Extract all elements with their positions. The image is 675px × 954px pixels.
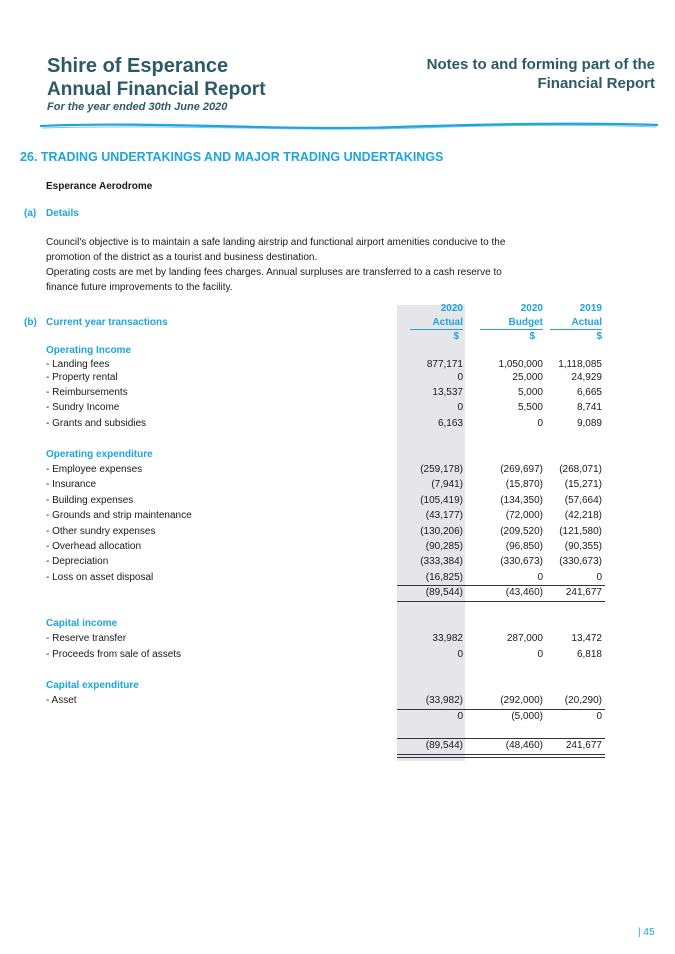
report-title: Annual Financial Report bbox=[47, 79, 266, 100]
row-label: - Other sundry expenses bbox=[46, 526, 156, 537]
row-label: - Grounds and strip maintenance bbox=[46, 510, 192, 521]
cell-2020-budget: (330,673) bbox=[500, 556, 543, 567]
cell-2020-budget: 1,050,000 bbox=[498, 359, 543, 370]
cell-2019-actual: (15,271) bbox=[564, 479, 602, 490]
cell-2020-budget: (72,000) bbox=[505, 510, 543, 521]
cell-2020-budget: (209,520) bbox=[500, 526, 543, 537]
cell-2020-actual: 0 bbox=[457, 649, 463, 660]
cell-2020-actual: 877,171 bbox=[426, 359, 463, 370]
operating-income-heading: Operating Income bbox=[46, 345, 132, 356]
total-double-rule bbox=[397, 754, 605, 755]
cell-2020-actual: (7,941) bbox=[431, 479, 463, 490]
notes-title-line2: Financial Report bbox=[537, 75, 655, 92]
cell-2020-budget: 0 bbox=[537, 418, 543, 429]
subtotal-rule bbox=[397, 601, 605, 602]
col2-year: 2020 bbox=[520, 303, 543, 314]
total-2019-actual: 241,677 bbox=[565, 740, 602, 751]
row-label: - Property rental bbox=[46, 372, 118, 383]
row-label: - Loss on asset disposal bbox=[46, 572, 154, 583]
col3-year: 2019 bbox=[579, 303, 602, 314]
col3-type: Actual bbox=[571, 317, 602, 328]
col1-unit: $ bbox=[453, 331, 459, 342]
row-label: - Depreciation bbox=[46, 556, 109, 567]
cell-2020-budget: 0 bbox=[537, 649, 543, 660]
cell-2020-actual: (333,384) bbox=[420, 556, 463, 567]
cell-2020-budget: 25,000 bbox=[512, 372, 543, 383]
cell-2020-actual: (105,419) bbox=[420, 495, 463, 506]
org-name: Shire of Esperance bbox=[47, 55, 229, 77]
row-label: - Overhead allocation bbox=[46, 541, 142, 552]
cell-2020-actual: (33,982) bbox=[425, 695, 463, 706]
cell-2020-actual: (90,285) bbox=[425, 541, 463, 552]
subtotal-rule bbox=[397, 709, 605, 710]
cell-2019-actual: 6,818 bbox=[576, 649, 602, 660]
subtotal-rule bbox=[397, 585, 605, 586]
details-label: (a) bbox=[24, 208, 37, 219]
total-2020-budget: (48,460) bbox=[505, 740, 543, 751]
cell-2020-budget: (292,000) bbox=[500, 695, 543, 706]
cell-2020-actual: (259,178) bbox=[420, 464, 463, 475]
details-heading: Details bbox=[46, 208, 79, 219]
capex-subtotal-2020-budget: (5,000) bbox=[511, 711, 543, 722]
row-label: - Building expenses bbox=[46, 495, 134, 506]
cell-2020-budget: (96,850) bbox=[505, 541, 543, 552]
row-label: - Proceeds from sale of assets bbox=[46, 649, 182, 660]
capital-income-heading: Capital income bbox=[46, 618, 118, 629]
cell-2019-actual: 8,741 bbox=[576, 402, 602, 413]
cell-2020-budget: 5,000 bbox=[517, 387, 543, 398]
transactions-heading: Current year transactions bbox=[46, 317, 168, 328]
opex-subtotal-2020-actual: (89,544) bbox=[425, 587, 463, 598]
capital-expenditure-heading: Capital expenditure bbox=[46, 680, 139, 691]
col2-underline bbox=[480, 329, 543, 330]
capex-subtotal-2020-actual: 0 bbox=[457, 711, 463, 722]
cell-2019-actual: 9,089 bbox=[576, 418, 602, 429]
row-label: - Reserve transfer bbox=[46, 633, 127, 644]
col2-unit: $ bbox=[529, 331, 535, 342]
header-wave-divider bbox=[38, 118, 660, 136]
cell-2020-budget: (134,350) bbox=[500, 495, 543, 506]
cell-2019-actual: 13,472 bbox=[571, 633, 602, 644]
notes-title-line1: Notes to and forming part of the bbox=[426, 56, 655, 73]
cell-2020-actual: 13,537 bbox=[432, 387, 463, 398]
row-label: - Grants and subsidies bbox=[46, 418, 147, 429]
cell-2020-budget: (269,697) bbox=[500, 464, 543, 475]
details-line: Council's objective is to maintain a safe landing airstrip and functional airport amenities conducive to the bbox=[46, 237, 506, 248]
cell-2019-actual: (121,580) bbox=[559, 526, 602, 537]
details-line: finance future improvements to the facility. bbox=[46, 282, 233, 293]
col1-type: Actual bbox=[432, 317, 463, 328]
cell-2020-actual: 0 bbox=[457, 402, 463, 413]
opex-subtotal-2019-actual: 241,677 bbox=[565, 587, 602, 598]
section-title: 26. TRADING UNDERTAKINGS AND MAJOR TRADING UNDERTAKINGS bbox=[20, 150, 444, 164]
cell-2019-actual: (20,290) bbox=[564, 695, 602, 706]
row-label: - Insurance bbox=[46, 479, 97, 490]
cell-2019-actual: 6,665 bbox=[576, 387, 602, 398]
col2-type: Budget bbox=[508, 317, 543, 328]
cell-2020-actual: (16,825) bbox=[425, 572, 463, 583]
cell-2019-actual: (330,673) bbox=[559, 556, 602, 567]
row-label: - Reimbursements bbox=[46, 387, 128, 398]
cell-2019-actual: (42,218) bbox=[564, 510, 602, 521]
col3-underline bbox=[550, 329, 602, 330]
cell-2020-budget: 0 bbox=[537, 572, 543, 583]
page-number: | 45 bbox=[638, 927, 655, 938]
cell-2019-actual: 1,118,085 bbox=[558, 359, 602, 370]
total-2020-actual: (89,544) bbox=[425, 740, 463, 751]
operating-expenditure-heading: Operating expenditure bbox=[46, 449, 153, 460]
col1-year: 2020 bbox=[440, 303, 463, 314]
cell-2019-actual: (90,355) bbox=[564, 541, 602, 552]
details-line: Operating costs are met by landing fees charges. Annual surpluses are transferred to a cash reserve to bbox=[46, 267, 502, 278]
col1-underline bbox=[410, 329, 463, 330]
col3-unit: $ bbox=[596, 331, 602, 342]
cell-2019-actual: 0 bbox=[596, 572, 602, 583]
row-label: - Employee expenses bbox=[46, 464, 143, 475]
row-label: - Landing fees bbox=[46, 359, 110, 370]
details-line: promotion of the district as a tourist and business destination. bbox=[46, 252, 318, 263]
total-rule bbox=[397, 738, 605, 739]
cell-2020-actual: (43,177) bbox=[425, 510, 463, 521]
cell-2019-actual: (57,664) bbox=[564, 495, 602, 506]
transactions-label: (b) bbox=[24, 317, 37, 328]
cell-2020-actual: 0 bbox=[457, 372, 463, 383]
row-label: - Asset bbox=[46, 695, 77, 706]
report-period: For the year ended 30th June 2020 bbox=[47, 101, 228, 113]
cell-2020-budget: (15,870) bbox=[505, 479, 543, 490]
opex-subtotal-2020-budget: (43,460) bbox=[505, 587, 543, 598]
cell-2020-actual: 33,982 bbox=[432, 633, 463, 644]
cell-2020-actual: 6,163 bbox=[437, 418, 463, 429]
row-label: - Sundry Income bbox=[46, 402, 120, 413]
capex-subtotal-2019-actual: 0 bbox=[596, 711, 602, 722]
cell-2019-actual: (268,071) bbox=[559, 464, 602, 475]
details-paragraph bbox=[46, 235, 606, 295]
cell-2019-actual: 24,929 bbox=[571, 372, 602, 383]
cell-2020-budget: 287,000 bbox=[506, 633, 543, 644]
total-double-rule bbox=[397, 757, 605, 758]
cell-2020-actual: (130,206) bbox=[420, 526, 463, 537]
cell-2020-budget: 5,500 bbox=[517, 402, 543, 413]
section-subtitle: Esperance Aerodrome bbox=[46, 181, 153, 192]
